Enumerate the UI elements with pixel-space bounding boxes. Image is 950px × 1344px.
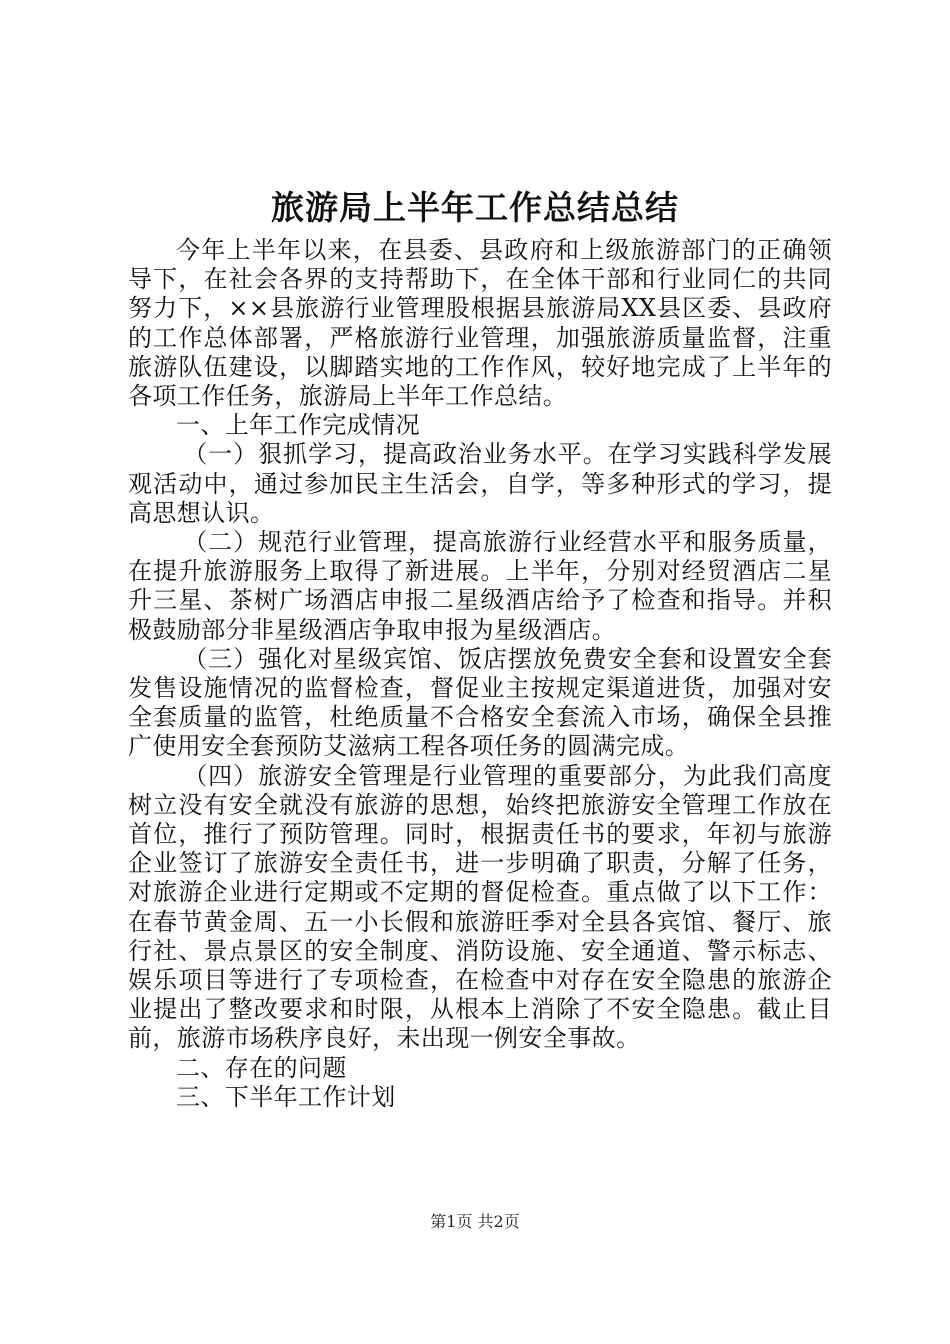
document-title: 旅游局上半年工作总结总结: [271, 188, 679, 227]
section-heading-problems: 二、存在的问题: [176, 1053, 347, 1082]
item-safety-management-paragraph: （四）旅游安全管理是行业管理的重要部分，为此我们高度树立没有安全就没有旅游的思想，始终把旅游安全管理工作放在首位，推行了预防管理。同时，根据责任书的要求，年初与旅游企业签订了旅游安全责任书，进一步明确了职责，分解了任务，对旅游企业进行定期或不定期的督促检查。重点做了以下工作：在春节黄金周、五一小长假和旅游旺季对全县各宾馆、餐厅、旅行社、景点景区的安全制度、消防设施、安全通道、警示标志、娱乐项目等进行了专项检查，在检查中对存在安全隐患的旅游企业提出了整改要求和时限，从根本上消除了不安全隐患。截止目前，旅游市场秩序良好，未出现一例安全事故。: [128, 761, 832, 1053]
intro-paragraph: 今年上半年以来，在县委、县政府和上级旅游部门的正确领导下，在社会各界的支持帮助下，在全体干部和行业同仁的共同努力下，××县旅游行业管理股根据县旅游局XX县区委、县政府的工作总体部署，严格旅游行业管理，加强旅游质量监督，注重旅游队伍建设，以脚踏实地的工作作风，较好地完成了上半年的各项工作任务，旅游局上半年工作总结。: [128, 236, 832, 411]
section-heading-next-plan: 三、下半年工作计划: [176, 1082, 396, 1111]
page-number-footer: 第1页 共2页: [430, 1212, 520, 1231]
item-study-paragraph: （一）狠抓学习，提高政治业务水平。在学习实践科学发展观活动中，通过参加民主生活会，自学，等多种形式的学习，提高思想认识。: [128, 440, 832, 527]
document-body: [128, 236, 832, 1112]
item-supervision-paragraph: （三）强化对星级宾馆、饭店摆放免费安全套和设置安全套发售设施情况的监督检查，督促业主按规定渠道进货，加强对安全套质量的监管，杜绝质量不合格安全套流入市场，确保全县推广使用安全套预防艾滋病工程各项任务的圆满完成。: [128, 644, 832, 761]
section-heading-completed-work: 一、上年工作完成情况: [176, 411, 420, 440]
item-industry-management-paragraph: （二）规范行业管理，提高旅游行业经营水平和服务质量，在提升旅游服务上取得了新进展。上半年，分别对经贸酒店二星升三星、茶树广场酒店申报二星级酒店给予了检查和指导。并积极鼓励部分非星级酒店争取申报为星级酒店。: [128, 528, 832, 644]
